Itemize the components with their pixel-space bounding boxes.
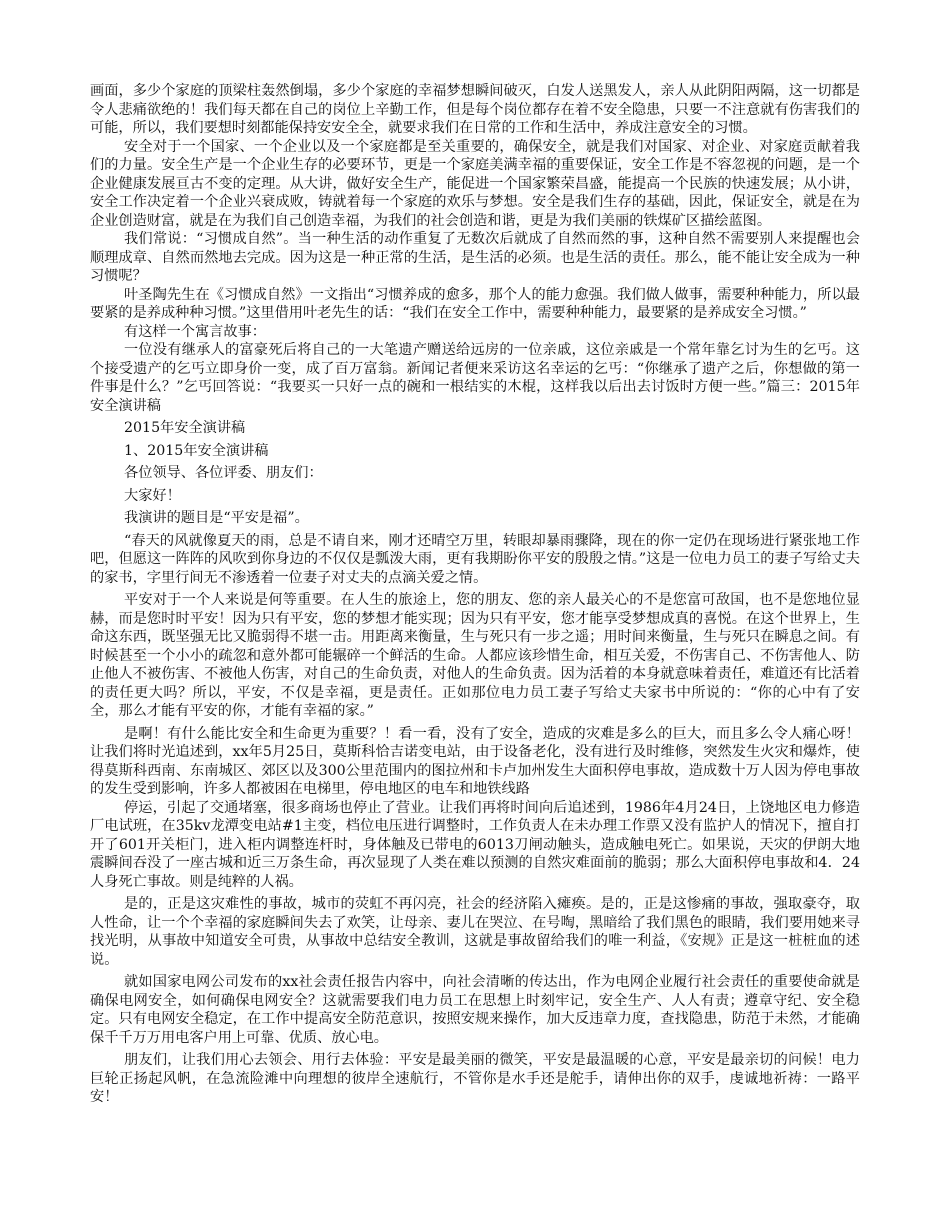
paragraph-2: 安全对于一个国家、一个企业以及一个家庭都是至关重要的，确保安全，就是我们对国家、对企业、对家庭贡献着我们的力量。安全生产是一个企业生存的必要环节，更是一个家庭美满幸福的重要保证，安全工作是不容忽视的问题，是一个企业健康发展亘古不变的定理。从大讲，做好安全生产，能促进一个国家繁荣昌盛，能提高一个民族的快速发展；从小讲，安全工作决定着一个企业兴衰成败，铸就着每一个家庭的欢乐与梦想。安全是我们生存的基础，因此，保证安全，就是在为企业创造财富，就是在为我们自己创造幸福，为我们的社会创造和谐，更是为我们美丽的铁煤矿区描绘蓝图。 [90, 138, 860, 229]
section-title: 2015年安全演讲稿 [124, 420, 246, 436]
paragraph-12: “春天的风就像夏天的雨，总是不请自来，刚才还晴空万里，转眼却暴雨骤降，现在的你一定仍在现场进行紧张地工作吧，但愿这一阵阵的风吹到你身边的不仅仅是瓢泼大雨，更有我期盼你平安的殷殷之情。”这是一位电力员工的妻子写给丈夫的家书，字里行间无不渗透着一位妻子对丈夫的点滴关爱之情。 [90, 532, 860, 586]
speech-topic: 我演讲的题目是“平安是福”。 [124, 510, 309, 526]
paragraph-15: 停运，引起了交通堵塞，很多商场也停止了营业。让我们再将时间向后追述到，1986年4月24日，上饶地区电力修造厂电试班，在35kv龙潭变电站#1主变，档位电压进行调整时，工作负责人在未办理工作票又没有监护人的情况下，擅自打开了601开关柜门，进入柜内调整连杆时，身体触及已带电的6013刀闸动触头，造成触电死亡。如果说，天灾的伊朗大地震瞬间吞没了一座古城和近三万条生命，再次显现了人类在难以预测的自然灾难面前的脆弱；那么大面积停电事故和4．24人身死亡事故。则是纯粹的人祸。 [90, 799, 860, 890]
paragraph-5: 有这样一个寓言故事： [124, 323, 266, 340]
paragraph-3: 我们常说：“习惯成自然”。当一种生活的动作重复了无数次后就成了自然而然的事，这种自然不需要别人来提醒也会顺理成章、自然而然地去完成。因为这是一种正常的生活，是生活的必须。也是生活的责任。那么，能不能让安全成为一种习惯呢？ [90, 231, 860, 284]
paragraph-1: 画面，多少个家庭的顶梁柱轰然倒塌，多少个家庭的幸福梦想瞬间破灭，白发人送黑发人，亲人从此阴阳两隔，这一切都是令人悲痛欲绝的！我们每天都在自己的岗位上辛勤工作，但是每个岗位都存在着不安全隐患，只要一不注意就有伤害我们的可能，所以，我们要想时刻都能保持安安全全，就要求我们在日常的工作和生活中，养成注意安全的习惯。 [90, 83, 860, 136]
paragraph-17: 就如国家电网公司发布的xx社会责任报告内容中，向社会清晰的传达出，作为电网企业履行社会责任的重要使命就是确保电网安全，如何确保电网安全？这就需要我们电力员工在思想上时刻牢记，安全生产、人人有责；遵章守纪、安全稳定。只有电网安全稳定，在工作中提高安全防范意识，按照安规来操作，加大反违章力度，查找隐患，防范于未然，才能确保千千万万用电客户用上可靠、优质、放心电。 [90, 974, 860, 1046]
document-page [90, 82, 860, 1107]
paragraph-6: 一位没有继承人的富豪死后将自己的一大笔遗产赠送给远房的一位亲戚，这位亲戚是一个常年靠乞讨为生的乞丐。这个接受遗产的乞丐立即身价一变，成了百万富翁。新闻记者便来采访这名幸运的乞丐：“你继承了遗产之后，你想做的第一件事是什么？”乞丐回答说：“我要买一只好一点的碗和一根结实的木棍，这样我以后出去讨饭时方便一些。”篇三：2015年安全演讲稿 [90, 342, 860, 414]
greeting: 大家好！ [124, 487, 181, 504]
paragraph-16: 是的，正是这灾难性的事故，城市的荧虹不再闪亮，社会的经济陷入瘫痪。是的，正是这惨痛的事故，强取豪夺，取人性命，让一个个幸福的家庭瞬间失去了欢笑，让母亲、妻儿在哭泣、在号啕，黑暗给了我们黑色的眼睛，我们要用她来寻找光明，从事故中知道安全可贵，从事故中总结安全教训，这就是事故留给我们的唯一利益，《安规》正是这一桩桩血的述说。 [90, 896, 860, 968]
section-subtitle: 1、2015年安全演讲稿 [124, 442, 269, 459]
paragraph-14: 是啊！有什么能比安全和生命更为重要？！看一看，没有了安全，造成的灾难是多么的巨大，而且多么令人痛心呀！让我们将时光追述到，xx年5月25日，莫斯科恰吉诺变电站，由于设备老化，没有进行及时维修，突然发生火灾和爆炸，使得莫斯科西南、东南城区、郊区以及300公里范围内的图拉州和卡卢加州发生大面积停电事故，造成数十万人因为停电事故的发生受到影响，许多人都被困在电梯里，停电地区的电车和地铁线路 [90, 725, 860, 797]
paragraph-13: 平安对于一个人来说是何等重要。在人生的旅途上，您的朋友、您的亲人最关心的不是您富可敌国，也不是您地位显赫，而是您时时平安！因为只有平安，您的梦想才能实现；因为只有平安，您才能享受梦想成真的喜悦。在这个世界上，生命这东西，既坚强无比又脆弱得不堪一击。用距离来衡量，生与死只有一步之遥；用时间来衡量，生与死只在瞬息之间。有时候甚至一个小小的疏忽和意外都可能辗碎一个鲜活的生命。人都应该珍惜生命，相互关爱，不伤害自己、不伤害他人、防止他人不被伤害、不被他人伤害，对自己的生命负责，对他人的生命负责。因为活着的本身就意味着责任，难道还有比活着的责任更大吗？所以，平安，不仅是幸福，更是责任。正如那位电力员工妻子写给丈夫家书中所说的：“你的心中有了安全，那么才能有平安的你，才能有幸福的家。” [90, 592, 860, 719]
paragraph-4: 叶圣陶先生在《习惯成自然》一文指出“习惯养成的愈多，那个人的能力愈强。我们做人做事，需要种种能力，所以最要紧的是养成种种习惯。”这里借用叶老先生的话：“我们在安全工作中，需要种种能力，最要紧的是养成安全习惯。” [90, 286, 860, 321]
paragraph-18: 朋友们，让我们用心去领会、用行去体验：平安是最美丽的微笑，平安是最温暖的心意，平安是最亲切的问候！电力巨轮正扬起风帆，在急流险滩中向理想的彼岸全速航行，不管你是水手还是舵手，请伸出你的双手，虔诚地祈祷：一路平安！ [90, 1052, 860, 1105]
salutation: 各位领导、各位评委、朋友们： [124, 465, 323, 481]
